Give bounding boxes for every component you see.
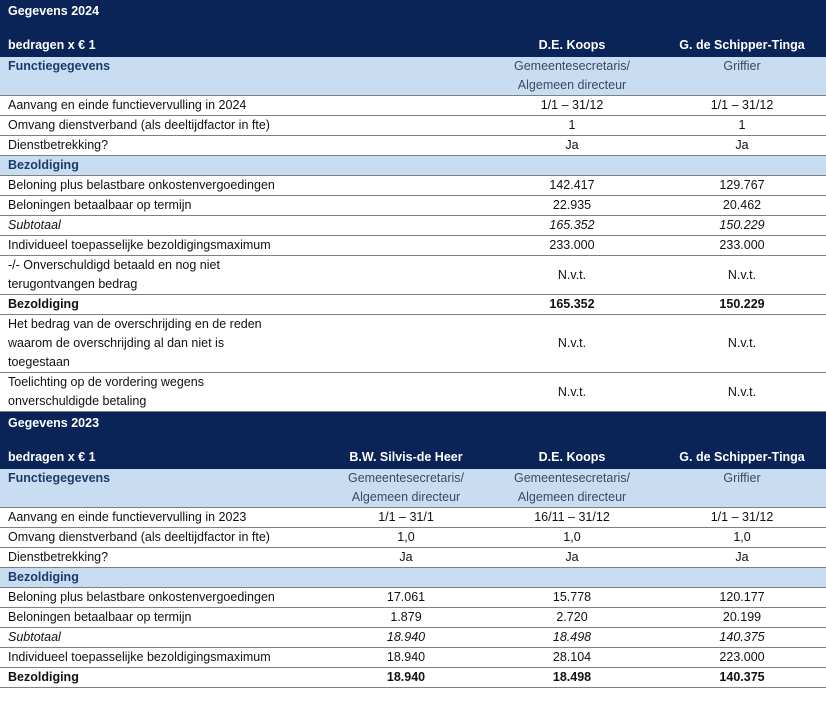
person-header-schipper-2024: G. de Schipper-Tinga	[658, 35, 826, 57]
bezoldiging-section-row-2023	[0, 568, 826, 588]
bezoldiging-total-row: Bezoldiging 165.352 150.229	[0, 295, 826, 315]
subtotaal-row: Subtotaal 165.352 150.229	[0, 216, 826, 236]
amount-label-2024: bedragen x € 1	[0, 35, 326, 57]
functie-schipper: Griffier	[658, 57, 826, 96]
table-row: Aanvang en einde functievervulling in 2023 1/1 – 31/1 16/11 – 31/12 1/1 – 31/12	[0, 508, 826, 528]
amount-label-2023: bedragen x € 1	[0, 447, 326, 469]
table-row: Het bedrag van de overschrijding en de reden waarom de overschrijding al dan niet is toegestaan N.v.t. N.v.t.	[0, 315, 826, 373]
section-label-bezoldiging: Bezoldiging	[0, 568, 826, 588]
table-row: Dienstbetrekking? Ja Ja Ja	[0, 548, 826, 568]
functie-koops: Gemeentesecretaris/ Algemeen directeur	[486, 57, 658, 96]
title-2023: Gegevens 2023	[0, 412, 826, 448]
table-row: Toelichting op de vordering wegens onverschuldigde betaling N.v.t. N.v.t.	[0, 373, 826, 412]
table-row: Omvang dienstverband (als deeltijdfactor in fte) 1 1	[0, 116, 826, 136]
functie-schipper: Griffier	[658, 469, 826, 508]
bezoldiging-section-row-2024	[0, 156, 826, 176]
section-header-2024	[0, 0, 826, 35]
table-row: Individueel toepasselijke bezoldigingsmaximum 18.940 28.104 223.000	[0, 648, 826, 668]
column-header-row-2024	[0, 35, 826, 57]
section-label-functie: Functiegegevens	[0, 57, 326, 96]
table-row: Beloningen betaalbaar op termijn 22.935 20.462	[0, 196, 826, 216]
section-header-2023	[0, 412, 826, 448]
table-row: Omvang dienstverband (als deeltijdfactor in fte) 1,0 1,0 1,0	[0, 528, 826, 548]
functiegegevens-row-2024	[0, 57, 826, 96]
column-header-row-2023	[0, 447, 826, 469]
functie-silvis: Gemeentesecretaris/ Algemeen directeur	[326, 469, 486, 508]
person-header-schipper-2023: G. de Schipper-Tinga	[658, 447, 826, 469]
table-row: Dienstbetrekking? Ja Ja	[0, 136, 826, 156]
table-row: Beloning plus belastbare onkostenvergoedingen 17.061 15.778 120.177	[0, 588, 826, 608]
section-label-bezoldiging: Bezoldiging	[0, 156, 826, 176]
person-header-koops-2023: D.E. Koops	[486, 447, 658, 469]
subtotaal-row: Subtotaal 18.940 18.498 140.375	[0, 628, 826, 648]
table-row: Beloningen betaalbaar op termijn 1.879 2.720 20.199	[0, 608, 826, 628]
person-header-silvis-2023: B.W. Silvis-de Heer	[326, 447, 486, 469]
title-2024: Gegevens 2024	[0, 0, 826, 35]
bezoldiging-total-row: Bezoldiging 18.940 18.498 140.375	[0, 668, 826, 688]
table-row: Individueel toepasselijke bezoldigingsmaximum 233.000 233.000	[0, 236, 826, 256]
table-row: Aanvang en einde functievervulling in 2024 1/1 – 31/12 1/1 – 31/12	[0, 96, 826, 116]
functiegegevens-row-2023	[0, 469, 826, 508]
section-label-functie: Functiegegevens	[0, 469, 326, 508]
table-row: -/- Onverschuldigd betaald en nog niet terugontvangen bedrag N.v.t. N.v.t.	[0, 256, 826, 295]
table-row: Beloning plus belastbare onkostenvergoedingen 142.417 129.767	[0, 176, 826, 196]
person-header-koops-2024: D.E. Koops	[486, 35, 658, 57]
functie-koops: Gemeentesecretaris/ Algemeen directeur	[486, 469, 658, 508]
